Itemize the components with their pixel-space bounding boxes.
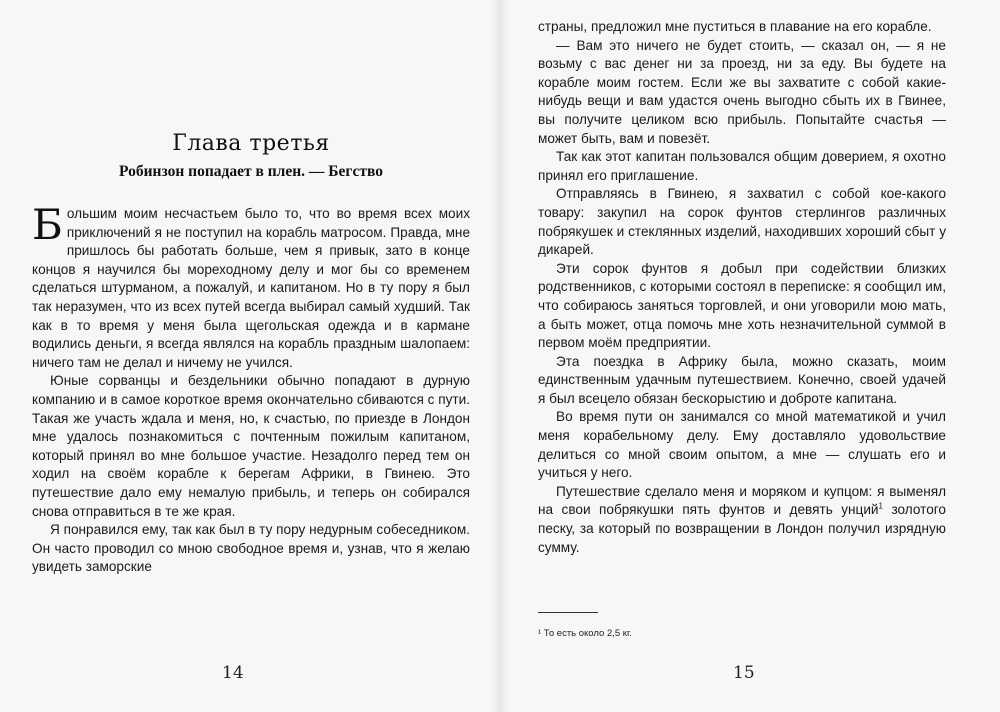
- paragraph: [32, 200, 470, 372]
- page-number-left: 14: [222, 663, 244, 683]
- paragraph-text: Путешествие сделало меня и моряком и купцом: я выменял на свои побрякушки пять фунтов и девять унций: [538, 483, 946, 518]
- paragraph: Эта поездка в Африку была, можно сказать, моим единственным удачным путешествием. Конечно, своей удачей я был всецело обязан бескорыстию и доброте капитана.: [538, 353, 946, 406]
- paragraph: Я понравился ему, так как был в ту пору недурным собеседником. Он часто проводил со мною свободное время и, узнав, что я желаю увидеть заморские: [32, 522, 470, 575]
- right-page-text: [538, 18, 946, 557]
- paragraph-text: золотого песку, за который по возвращении в Лондон получил изрядную сумму.: [538, 502, 946, 555]
- paragraph: Так как этот капитан пользовался общим доверием, я охотно принял его приглашение.: [538, 149, 946, 183]
- paragraph: Отправляясь в Гвинею, я захватил с собой кое-какого товару: закупил на сорок фунтов стерлингов различных побрякушек и стеклянных изделий, находивших хороший сбыт у дикарей.: [538, 186, 946, 258]
- paragraph-text: ольшим моим несчастьем было то, что во время всех моих приключений я не поступил на корабль матросом. Правда, мне пришлось бы работать больше, чем я привык, зато в конце концов я научился бы мореходному делу и мог бы со временем сделаться штурманом, а пожалуй, и капитаном. Но в ту пору я был так неразумен, что из всех путей всегда выбирал самый худший. Так как в то время у меня была щегольская одежда и в кармане водились деньги, я всегда являлся на корабль праздным шалопаем: ничего там не делал и ничему не учился.: [32, 206, 470, 370]
- footnote-marker: 1: [878, 501, 883, 511]
- chapter-subtitle: Робинзон попадает в плен. — Бегство: [119, 163, 383, 180]
- paragraph: Во время пути он занимался со мной математикой и учил меня корабельному делу. Ему доставляло удовольствие делиться со мной своим опытом, а мне — слушать его и учиться у него.: [538, 409, 946, 481]
- drop-cap: Б: [32, 200, 63, 249]
- paragraph: [538, 483, 946, 557]
- paragraph: страны, предложил мне пуститься в плавание на его корабле.: [538, 19, 932, 34]
- chapter-title: Глава третья: [172, 131, 330, 156]
- left-page-text: [32, 200, 470, 577]
- footnote: ¹ То есть около 2,5 кг.: [538, 628, 632, 639]
- book-gutter: [490, 0, 510, 712]
- paragraph: — Вам это ничего не будет стоить, — сказал он, — я не возьму с вас денег ни за проезд, ни за еду. Вы будете на корабле моим гостем. Если же вы захватите с собой какие-нибудь вещи и вам удастся очень выгодно сбыть их в Гвинее, вы получите целиком всю прибыль. Попытайте счастья — может быть, вам и повезёт.: [538, 37, 946, 146]
- paragraph: Эти сорок фунтов я добыл при содействии близких родственников, с которыми состоял в переписке: я сообщил им, что собираюсь заняться торговлей, и они уговорили мою мать, а быть может, отца помочь мне хоть незначительной суммой в первом моём предприятии.: [538, 260, 946, 351]
- paragraph: Юные сорванцы и бездельники обычно попадают в дурную компанию и в самое короткое время окончательно сбиваются с пути. Такая же участь ждала и меня, но, к счастью, по приезде в Лондон мне удалось познакомиться с почтенным пожилым капитаном, который принял во мне большое участие. Незадолго перед тем он ходил на своём корабле к берегам Африки, в Гвинею. Это путешествие дало ему немалую прибыль, и теперь он собирался снова отправиться в те же края.: [32, 373, 470, 519]
- footnote-divider: [538, 612, 598, 613]
- page-number-right: 15: [733, 663, 755, 683]
